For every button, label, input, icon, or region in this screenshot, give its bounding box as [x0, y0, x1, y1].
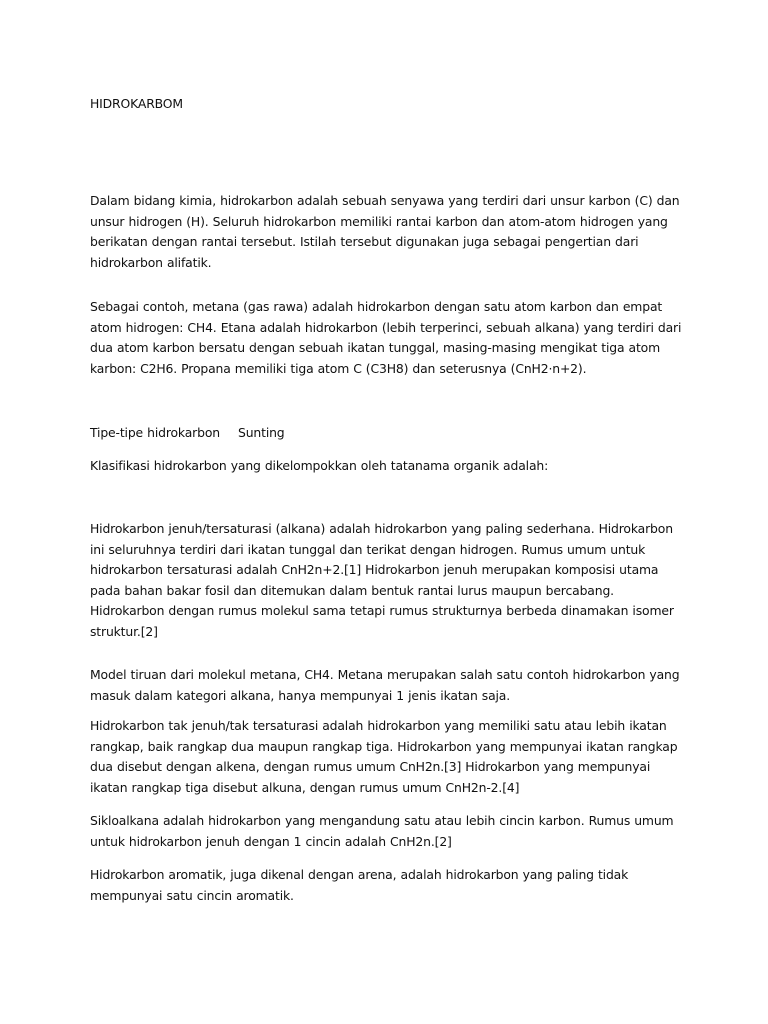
section-heading-row [90, 423, 690, 444]
paragraph-examples: Sebagai contoh, metana (gas rawa) adalah hidrokarbon dengan satu atom karbon dan empat atom hidrogen: CH4. Etana adalah hidrokarbon (lebih terperinci, sebuah alkana) yang terdiri dari dua atom karbon bersatu dengan sebuah ikatan tunggal, masing-masing mengikat tiga atom karbon: C2H6. Propana memiliki tiga atom C (C3H8) dan seterusnya (CnH2·n+2). [90, 299, 682, 376]
paragraph-methane-model: Model tiruan dari molekul metana, CH4. Metana merupakan salah satu contoh hidrokarbon yang masuk dalam kategori alkana, hanya mempunyai 1 jenis ikatan saja. [90, 667, 680, 703]
paragraph-unsaturated: Hidrokarbon tak jenuh/tak tersaturasi adalah hidrokarbon yang memiliki satu atau lebih ikatan rangkap, baik rangkap dua maupun rangkap tiga. Hidrokarbon yang mempunyai ikatan rangkap dua disebut dengan alkena, dengan rumus umum CnH2n.[3] Hidrokarbon yang mempunyai ikatan rangkap tiga disebut alkuna, dengan rumus umum CnH2n-2.[4] [90, 718, 678, 795]
paragraph-cycloalkane: Sikloalkana adalah hidrokarbon yang mengandung satu atau lebih cincin karbon. Rumus umum untuk hidrokarbon jenuh dengan 1 cincin adalah CnH2n.[2] [90, 813, 674, 849]
document-title: HIDROKARBOM [90, 96, 183, 111]
edit-link[interactable]: Sunting [237, 425, 285, 440]
paragraph-aromatic: Hidrokarbon aromatik, juga dikenal dengan arena, adalah hidrokarbon yang paling tidak mempunyai satu cincin aromatik. [90, 867, 629, 903]
paragraph-classification: Klasifikasi hidrokarbon yang dikelompokkan oleh tatanama organik adalah: [90, 458, 549, 473]
paragraph-definition: Dalam bidang kimia, hidrokarbon adalah sebuah senyawa yang terdiri dari unsur karbon (C) dan unsur hidrogen (H). Seluruh hidrokarbon memiliki rantai karbon dan atom-atom hidrogen yang berikatan dengan rantai tersebut. Istilah tersebut digunakan juga sebagai pengertian dari hidrokarbon alifatik. [90, 193, 680, 270]
section-heading: Tipe-tipe hidrokarbon [90, 425, 220, 440]
paragraph-saturated: Hidrokarbon jenuh/tersaturasi (alkana) adalah hidrokarbon yang paling sederhana. Hidrokarbon ini seluruhnya terdiri dari ikatan tunggal dan terikat dengan hidrogen. Rumus umum untuk hidrokarbon tersaturasi adalah CnH2n+2.[1] Hidrokarbon jenuh merupakan komposisi utama pada bahan bakar fosil dan ditemukan dalam bentuk rantai lurus maupun bercabang. Hidrokarbon dengan rumus molekul sama tetapi rumus strukturnya berbeda dinamakan isomer struktur.[2] [90, 521, 674, 639]
